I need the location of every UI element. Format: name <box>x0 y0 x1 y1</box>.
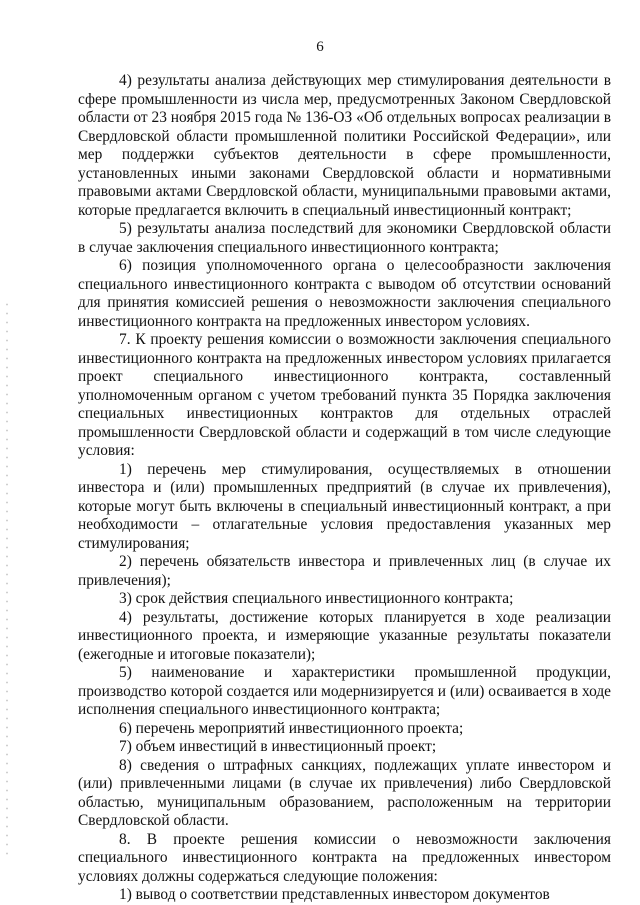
paragraph-refusal-1-conclusion: 1) вывод о соответствии представленных инвестором документов <box>119 886 550 903</box>
page-number: 6 <box>316 39 324 55</box>
paragraph-item-4-analysis-measures: 4) результаты анализа действующих мер стимулирования деятельности в сфере промышленности из числа мер, предусмотренных Законом Свердловской области от 23 ноября 2015 года № 136-ОЗ «Об отдельных вопросах реализации в Свердловской области промышленной политики Российской Федерации», или мер поддержки субъектов деятельности в сфере промышленности, установленных иными законами Свердловской области и нормативными правовыми актами Свердловской области, муниципальными правовыми актами, которые предлагается включить в специальный инвестиционный контракт; <box>78 72 611 219</box>
paragraph-condition-6-activities: 6) перечень мероприятий инвестиционного проекта; <box>119 719 464 737</box>
paragraph-condition-5-products: 5) наименование и характеристики промышленной продукции, производство которой создается или модернизируется и (или) осваивается в ходе исполнения специального инвестиционного контракта; <box>78 664 611 718</box>
paragraph-clause-8-refusal-draft: 8. В проекте решения комиссии о невозможности заключения специального инвестиционного контракта на предложенных инвестором условиях должны содержаться следующие положения: <box>78 830 611 885</box>
paragraph-condition-8-penalties: 8) сведения о штрафных санкциях, подлежащих уплате инвестором и (или) привлеченными лицами (в случае их привлечения) либо Свердловской областью, муниципальным образованием, расположенным на территории Свердловской области. <box>78 756 611 829</box>
document-body <box>78 72 611 905</box>
paragraph-condition-3-term: 3) срок действия специального инвестиционного контракта; <box>119 590 514 607</box>
paragraph-clause-7-contract-draft: 7. К проекту решения комиссии о возможности заключения специального инвестиционного контракта на предложенных инвестором условиях прилагается проект специального инвестиционного контракта, составленный уполномоченным органом с учетом требований пункта 35 Порядка заключения специальных инвестиционных контрактов для отдельных отраслей промышленности Свердловской области и содержащий в том числе следующие условия: <box>78 331 611 459</box>
paragraph-item-6-authority-position: 6) позиция уполномоченного органа о целесообразности заключения специального инвестиционного контракта с выводом об отсутствии оснований для принятия комиссией решения о невозможности заключения специального инвестиционного контракта на предложенных инвестором условиях. <box>78 257 611 330</box>
paragraph-condition-1-measures-list: 1) перечень мер стимулирования, осуществляемых в отношении инвестора и (или) промышленных предприятий (в случае их привлечения), которые могут быть включены в специальный инвестиционный контракт, а при необходимости – отлагательные условия предоставления указанных мер стимулирования; <box>78 460 611 552</box>
paragraph-condition-7-investment-volume: 7) объем инвестиций в инвестиционный проект; <box>119 738 437 755</box>
paragraph-condition-2-obligations: 2) перечень обязательств инвестора и привлеченных лиц (в случае их привлечения); <box>78 553 611 589</box>
scan-edge-artifact <box>6 300 8 860</box>
paragraph-condition-4-results: 4) результаты, достижение которых планируется в ходе реализации инвестиционного проекта, и измеряющие указанные результаты показатели (ежегодные и итоговые показатели); <box>78 608 611 663</box>
paragraph-item-5-economic-consequences: 5) результаты анализа последствий для экономики Свердловской области в случае заключения специального инвестиционного контракта; <box>78 220 611 256</box>
